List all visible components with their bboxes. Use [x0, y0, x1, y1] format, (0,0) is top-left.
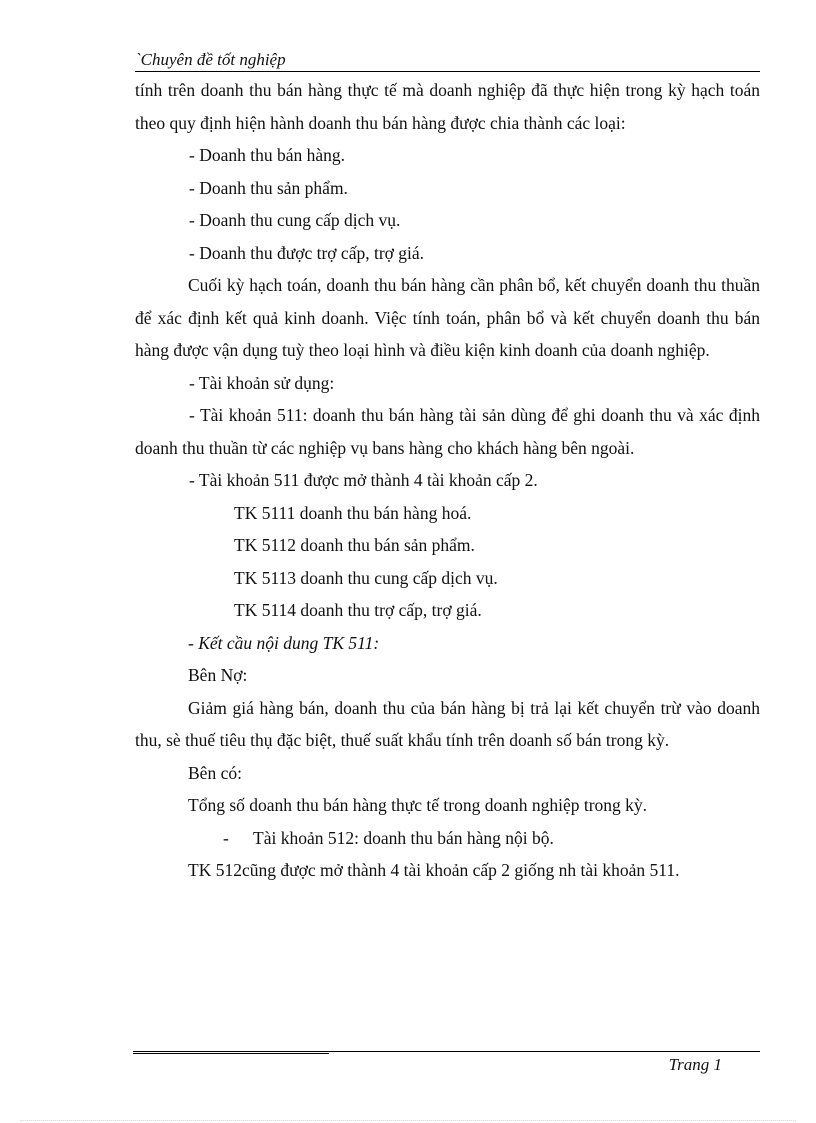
paragraph-ben-co: Bên có:	[188, 762, 242, 783]
paragraph-giam-gia: Giảm giá hàng bán, doanh thu của bán hàng bị trả lại kết chuyển trừ vào doanh thu, sè thuế tiêu thụ đặc biệt, thuế suất khẩu tính trên doanh số bán trong kỳ.	[135, 697, 760, 750]
header-divider	[135, 71, 760, 72]
page-header: `Chuyên đề tốt nghiệp	[135, 50, 286, 69]
page-number: Trang 1	[668, 1055, 722, 1074]
list-item: - Doanh thu được trợ cấp, trợ giá.	[189, 242, 425, 263]
paragraph-cuoi-ky: Cuối kỳ hạch toán, doanh thu bán hàng cần phân bổ, kết chuyển doanh thu thuần để xác định kết quả kinh doanh. Việc tính toán, phân bổ và kết chuyển doanh thu bán hàng được vận dụng tuỳ theo loại hình và điều kiện kinh doanh của doanh nghiệp.	[135, 275, 760, 360]
paragraph-tk-511-cap-2: - Tài khoản 511 được mở thành 4 tài khoản cấp 2.	[189, 470, 538, 490]
footer-divider-short	[133, 1053, 329, 1054]
tk-list-item: TK 5114 doanh thu trợ cấp, trợ giá.	[234, 600, 482, 620]
paragraph-intro: tính trên doanh thu bán hàng thực tế mà doanh nghiệp đã thực hiện trong kỳ hạch toán theo quy định hiện hành doanh thu bán hàng được chia thành các loại:	[135, 80, 760, 133]
paragraph-tk-511: - Tài khoản 511: doanh thu bán hàng tài sản dùng để ghi doanh thu và xác định doanh thu thuần từ các nghiệp vụ bans hàng cho khách hàng bên ngoài.	[135, 405, 760, 458]
document-body	[135, 74, 760, 887]
paragraph-tk-512-text: Tài khoản 512: doanh thu bán hàng nội bộ.	[253, 827, 554, 848]
list-item: - Doanh thu bán hàng.	[189, 145, 346, 165]
tk-list-item: TK 5111 doanh thu bán hàng hoá.	[234, 502, 472, 523]
list-dash: -	[223, 827, 229, 848]
paragraph-tk-512-cap-2: TK 512cũng được mở thành 4 tài khoản cấp 2 giống nh tài khoản 511.	[188, 860, 680, 880]
list-item: - Doanh thu sản phẩm.	[189, 177, 348, 198]
tk-list-item: TK 5113 doanh thu cung cấp dịch vụ.	[234, 567, 498, 588]
paragraph-ben-no: Bên Nợ:	[188, 665, 248, 685]
page-edge-dots	[20, 1120, 796, 1121]
list-item: - Doanh thu cung cấp dịch vụ.	[189, 210, 401, 230]
paragraph-tk-512	[135, 822, 760, 855]
paragraph-tai-khoan-su-dung: - Tài khoản sử dụng:	[189, 372, 335, 393]
footer-divider	[133, 1051, 760, 1052]
tk-list-item: TK 5112 doanh thu bán sản phẩm.	[234, 535, 475, 555]
paragraph-tong-so: Tổng số doanh thu bán hàng thực tế trong doanh nghiệp trong kỳ.	[188, 795, 648, 815]
paragraph-ket-cau: - Kết cầu nội dung TK 511:	[188, 632, 380, 653]
